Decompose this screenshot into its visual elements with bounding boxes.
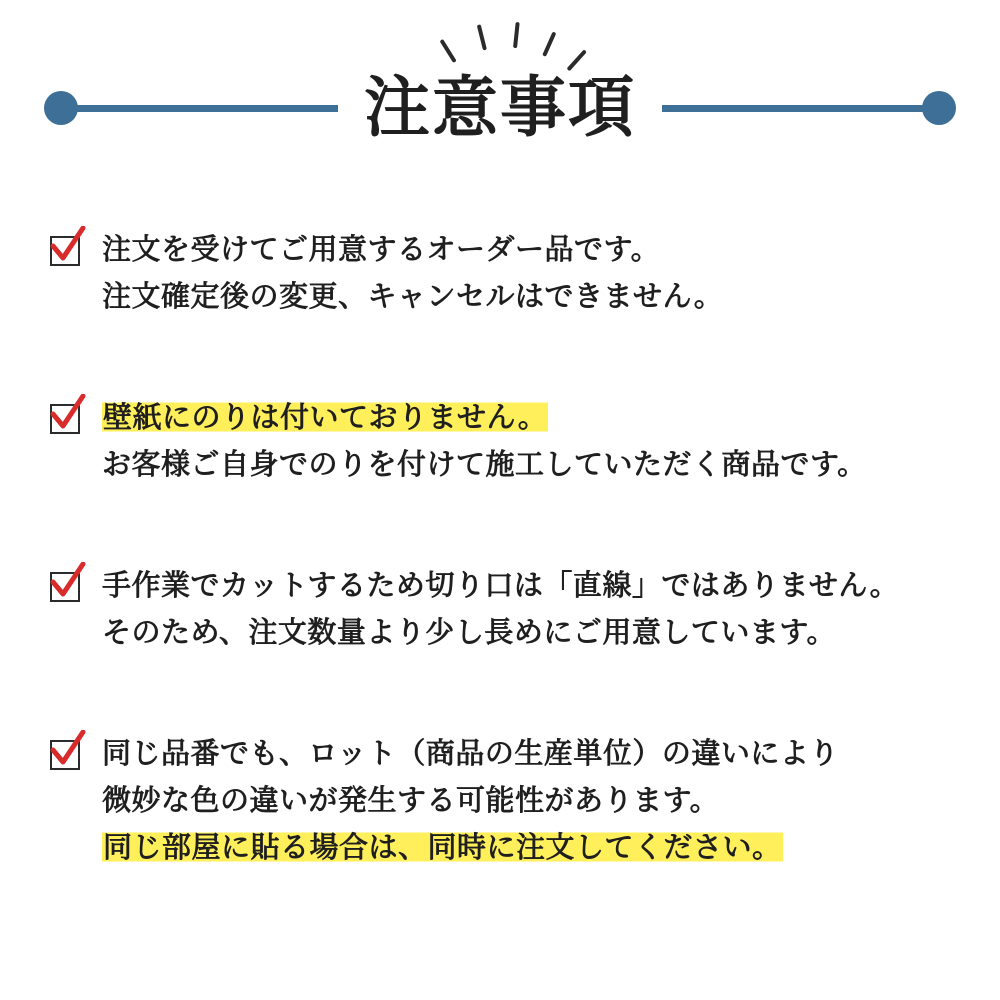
list-item-text bbox=[102, 226, 952, 320]
rule-line-right bbox=[662, 105, 924, 112]
note-line: 注文を受けてご用意するオーダー品です。 bbox=[102, 232, 661, 266]
checkbox-checked-icon bbox=[48, 232, 84, 268]
sparkle-decoration-icon bbox=[0, 14, 1000, 64]
note-line bbox=[102, 824, 952, 871]
note-line: そのため、注文数量より少し長めにご用意しています。 bbox=[102, 614, 837, 649]
page-title: 注意事項 bbox=[364, 69, 636, 146]
note-line: 同じ品番でも、ロット（商品の生産単位）の違いにより bbox=[102, 735, 839, 770]
highlighted-text: 同じ部屋に貼る場合は、同時に注文してください。 bbox=[103, 829, 782, 864]
rule-dot-left bbox=[44, 91, 78, 125]
checkbox-checked-icon bbox=[48, 400, 84, 436]
page-header bbox=[0, 0, 1000, 190]
list-item-text bbox=[102, 562, 952, 656]
list-item bbox=[48, 730, 952, 871]
checkbox-checked-icon bbox=[48, 568, 84, 604]
list-item bbox=[48, 394, 952, 488]
note-line bbox=[102, 394, 952, 441]
rule-dot-right bbox=[922, 91, 956, 125]
list-item bbox=[48, 226, 952, 320]
list-item bbox=[48, 562, 952, 656]
notice-list bbox=[48, 226, 952, 871]
note-line: お客様ご自身でのりを付けて施工していただく商品です。 bbox=[102, 446, 867, 481]
highlighted-text: 壁紙にのりは付いておりません。 bbox=[103, 399, 548, 434]
checkbox-checked-icon bbox=[48, 736, 84, 772]
note-line: 微妙な色の違いが発生する可能性があります。 bbox=[102, 782, 720, 817]
note-line: 手作業でカットするため切り口は「直線」ではありません。 bbox=[102, 567, 900, 602]
rule-line-left bbox=[76, 105, 338, 112]
note-line: 注文確定後の変更、キャンセルはできません。 bbox=[102, 278, 724, 313]
title-row bbox=[0, 68, 1000, 148]
list-item-text bbox=[102, 394, 952, 488]
list-item-text bbox=[102, 730, 952, 871]
